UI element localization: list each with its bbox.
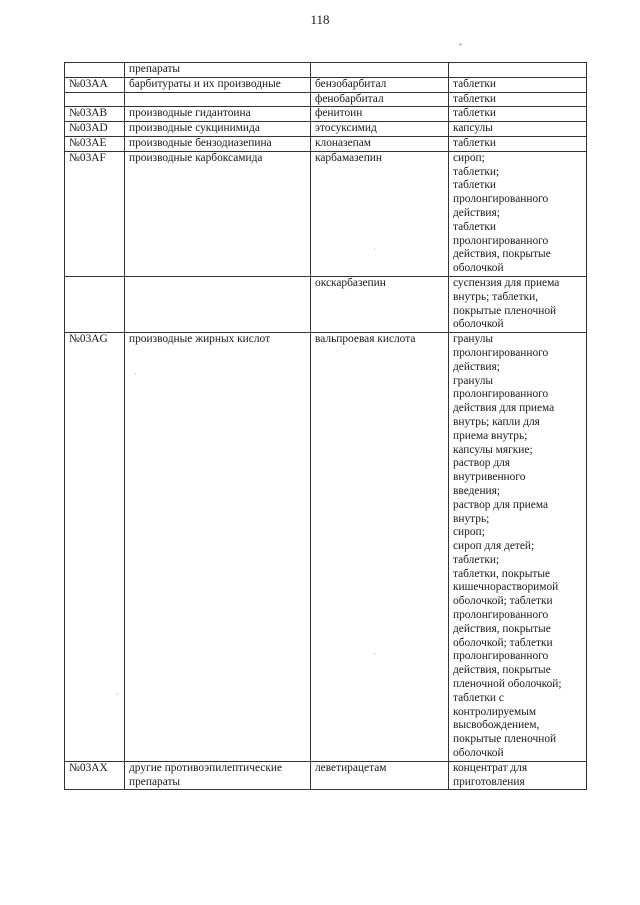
scan-speck: ·: [373, 245, 376, 254]
dosage-form-cell: концентрат для приготовления: [449, 761, 587, 790]
page-number: 118: [310, 12, 330, 27]
group-name-cell: производные гидантоина: [125, 107, 311, 122]
substance-cell: вальпроевая кислота: [311, 333, 449, 762]
scan-speck: ·: [134, 370, 137, 379]
table-row: [65, 107, 587, 122]
dosage-form-cell: [449, 63, 587, 78]
substance-cell: этосуксимид: [311, 122, 449, 137]
group-name-cell: [125, 92, 311, 107]
atc-code-cell: №03AF: [65, 151, 125, 276]
table-row: [65, 77, 587, 92]
atc-code-cell: [65, 276, 125, 332]
dosage-form-cell: таблетки: [449, 92, 587, 107]
atc-code-cell: №03АЕ: [65, 136, 125, 151]
group-name-cell: [125, 276, 311, 332]
group-name-cell: производные бензодиазепина: [125, 136, 311, 151]
group-name-cell: производные жирных кислот: [125, 333, 311, 762]
table-row: [65, 761, 587, 790]
substance-cell: фенитоин: [311, 107, 449, 122]
atc-code-cell: №03АВ: [65, 107, 125, 122]
substance-cell: фенобарбитал: [311, 92, 449, 107]
drug-table: [64, 62, 587, 790]
atc-code-cell: [65, 63, 125, 78]
substance-cell: окскарбазепин: [311, 276, 449, 332]
atc-code-cell: [65, 92, 125, 107]
group-name-cell: препараты: [125, 63, 311, 78]
scan-mark: ˇ: [459, 42, 462, 52]
atc-code-cell: №03AD: [65, 122, 125, 137]
dosage-form-cell: таблетки: [449, 136, 587, 151]
atc-code-cell: №03AG: [65, 333, 125, 762]
substance-cell: бензобарбитал: [311, 77, 449, 92]
substance-cell: карбамазепин: [311, 151, 449, 276]
atc-code-cell: №03АА: [65, 77, 125, 92]
drug-table-body: [65, 63, 587, 790]
table-row: [65, 63, 587, 78]
group-name-cell: другие противоэпилептические препараты: [125, 761, 311, 790]
group-name-cell: производные карбоксамида: [125, 151, 311, 276]
dosage-form-cell: гранулы пролонгированного действия; гранулы пролонгированного действия для приема внутрь; капли для приема внутрь; капсулы мягкие; раствор для внутривенного введения; раствор для приема внутрь; сироп; сироп для детей; таблетки; таблетки, покрытые кишечнорастворимой оболочкой; таблетки пролонгированного действия, покрытые оболочкой; таблетки пролонгированного действия, покрытые пленочной оболочкой; таблетки с контролируемым высвобождением, покрытые пленочной оболочкой: [449, 333, 587, 762]
table-row: [65, 92, 587, 107]
dosage-form-cell: таблетки: [449, 77, 587, 92]
table-row: [65, 136, 587, 151]
table-row: [65, 333, 587, 762]
group-name-cell: барбитураты и их производные: [125, 77, 311, 92]
substance-cell: [311, 63, 449, 78]
table-row: [65, 122, 587, 137]
table-row: [65, 276, 587, 332]
substance-cell: клоназепам: [311, 136, 449, 151]
scan-speck: ·: [116, 690, 119, 699]
group-name-cell: производные сукцинимида: [125, 122, 311, 137]
dosage-form-cell: сироп; таблетки; таблетки пролонгированного действия; таблетки пролонгированного действия, покрытые оболочкой: [449, 151, 587, 276]
dosage-form-cell: таблетки: [449, 107, 587, 122]
substance-cell: леветирацетам: [311, 761, 449, 790]
dosage-form-cell: капсулы: [449, 122, 587, 137]
scan-speck: ·: [373, 650, 376, 659]
table-row: [65, 151, 587, 276]
dosage-form-cell: суспензия для приема внутрь; таблетки, покрытые пленочной оболочкой: [449, 276, 587, 332]
atc-code-cell: №03АХ: [65, 761, 125, 790]
